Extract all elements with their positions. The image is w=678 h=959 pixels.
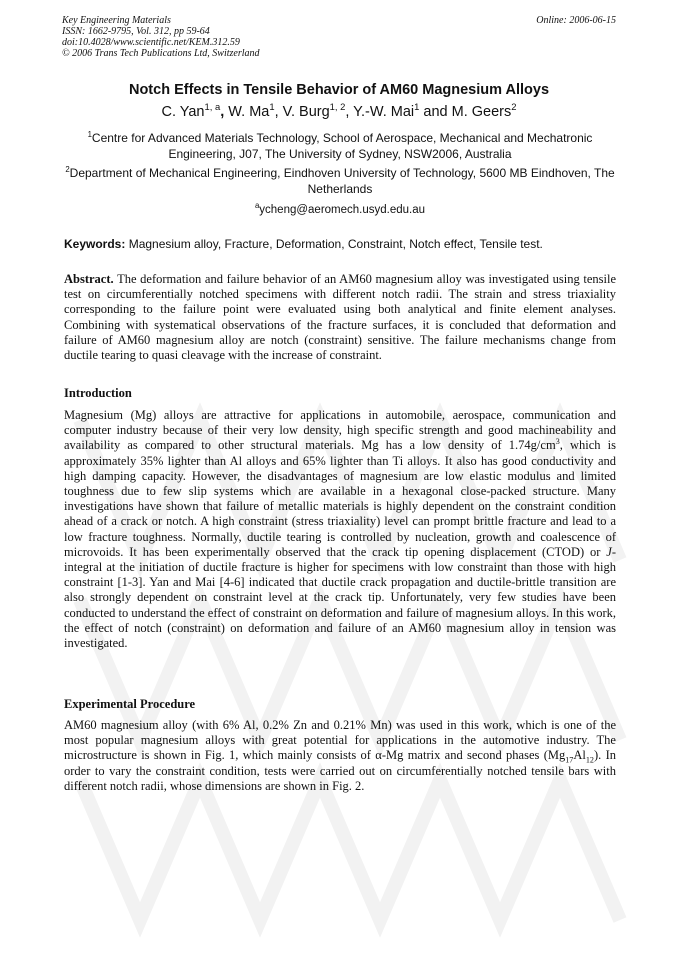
affiliation-mark: 1 [87,130,92,139]
author-affiliation-mark: 1, a [204,101,221,113]
affiliation-2 [64,165,616,197]
paragraph-text: ). In order to vary the constraint condition, tests were carried out on circumferentially notched tensile bars with different notch radii, whose dimensions are shown in Fig. 2. [64,748,616,793]
author-affiliation-mark: 1 [414,101,420,113]
paragraph-text: Magnesium (Mg) alloys are attractive for applications in automobile, aerospace, communication and computer industry because of their very low density, high specific strength and good machineability and availability as compared to other structural materials. Mg has a low density of 1.74g/cm [64,408,616,453]
online-date: Online: 2006-06-15 [536,15,616,26]
introduction-paragraph [64,408,616,651]
paragraph-text: Al [573,748,586,763]
author-name: C. Yan [161,104,205,120]
italic-symbol: J [606,544,612,559]
author-affiliation-mark: 1, 2 [329,101,346,113]
paragraph-text: -integral at the initiation of ductile fracture is higher for specimens with low constraint than those with high constraint [1-3]. Yan and Mai [4-6] indicated that ductile crack propagation and ductile-brittle transition are also strongly dependent on constraint level at the crack tip. Unfortunately, very few studies have been conducted to understand the effect of constraint on deformation and failure of magnesium alloys. In this work, the effect of notch (constraint) on deformation and failure of an AM60 magnesium alloy in tension was investigated. [64,544,616,651]
paragraph-text: , which is approximately 35% lighter than Al alloys and 65% lighter than Ti alloys. It also has good conductivity and high damping capacity. However, the disadvantages of magnesium are low elastic modulus and limited toughness due to few slip systems which are available in a hexagonal close-packed structure. Many investigations have shown that failure of metallic materials is highly dependent on the constraint condition ahead of a crack or notch. A high constraint (stress triaxiality) level can prompt brittle fracture and lead to a low fracture toughness. Normally, ductile tearing is controlled by nucleation, growth and coalescence of microvoids. It has been experimentally observed that the crack tip opening displacement (CTOD) or [64,438,616,559]
experimental-heading: Experimental Procedure [64,697,196,711]
superscript: 3 [555,437,560,447]
author-separator: , [274,104,279,120]
author-name: M. Geers [447,104,512,120]
introduction-heading: Introduction [64,386,132,400]
author-name: W. Ma [224,104,270,120]
keywords-label: Keywords: [64,237,126,251]
affiliation-1 [64,130,616,162]
author-name: Y.-W. Mai [349,104,415,120]
abstract-label: Abstract. [64,272,114,286]
subscript: 17 [565,755,574,765]
paper-title: Notch Effects in Tensile Behavior of AM60 Magnesium Alloys [128,82,550,98]
author-affiliation-mark: 1 [269,101,275,113]
doi-line: doi:10.4028/www.scientific.net/KEM.312.59 [62,37,240,48]
abstract [64,272,616,363]
author-name: V. Burg [278,104,330,120]
copyright-line: © 2006 Trans Tech Publications Ltd, Switzerland [62,48,260,59]
author-conjunction: and [419,104,448,120]
issn-line: ISSN: 1662-9795, Vol. 312, pp 59-64 [62,26,210,37]
affiliation-text: Department of Mechanical Engineering, Eindhoven University of Technology, 5600 MB Eindhoven, The Netherlands [69,166,615,196]
author-affiliation-mark: 2 [511,101,517,113]
author-list [0,101,678,120]
affiliation-mark: 2 [65,165,70,174]
author-separator: , [220,104,225,120]
paragraph-text: AM60 magnesium alloy (with 6% Al, 0.2% Zn and 0.21% Mn) was used in this work, which is one of the most popular magnesium alloys with great potential for applications in the automotive industry. The microstructure is shown in Fig. 1, which mainly consists of α-Mg matrix and second phases (Mg [64,718,616,763]
journal-name: Key Engineering Materials [62,15,171,26]
experimental-paragraph [64,718,616,794]
abstract-text: The deformation and failure behavior of an AM60 magnesium alloy was investigated using tensile test on circumferentially notched specimens with different notch radii. The strain and stress triaxiality corresponding to the failure point were evaluated using both analytical and finite element analyses. Combining with systematical observations of the fracture surfaces, it is concluded that deformation and failure of AM60 magnesium alloy are notch (constraint) sensitive. The failure mechanisms change from ductile tearing to quasi cleavage with the increase of constraint. [64,272,616,363]
email-mark: a [254,201,260,210]
keywords-text: Magnesium alloy, Fracture, Deformation, Constraint, Notch effect, Tensile test. [125,237,543,251]
affiliation-text: Centre for Advanced Materials Technology, School of Aerospace, Mechanical and Mechatronic Engineering, J07, The University of Sydney, NSW2006, Australia [91,131,593,161]
corresponding-email [64,201,616,218]
subscript: 12 [585,755,594,765]
email-address: ycheng@aeromech.usyd.edu.au [259,204,426,216]
author-separator: , [345,104,350,120]
keywords [64,237,619,251]
journal-metadata [62,15,260,59]
